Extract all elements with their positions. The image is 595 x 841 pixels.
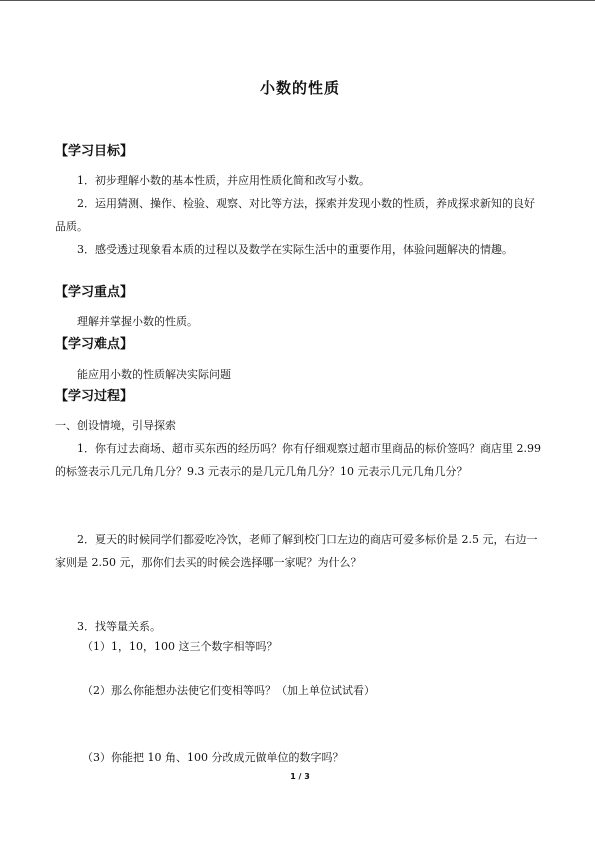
key-points-text: 理解并掌握小数的性质。 [77, 315, 198, 328]
heading-learning-goals: 【学习目标】 [55, 144, 134, 159]
process-part1-title: 一、创设情境，引导探索 [55, 419, 176, 432]
question-3-sub-1: （1）1，10，100 这三个数字相等吗？ [82, 640, 278, 653]
question-2: 2．夏天的时候同学们都爱吃冷饮，老师了解到校门口左边的商店可爱多标价是 2.5 元，右边一家则是 2.50 元，那你们去买的时候会选择哪一家呢？为什么？ [55, 533, 538, 569]
page-number: 1 / 3 [290, 772, 310, 781]
question-3: 3．找等量关系。 [77, 620, 161, 633]
question-3-sub-2: （2）那么你能想办法使它们变相等吗？（加上单位试试看） [82, 684, 375, 697]
difficulties-text: 能应用小数的性质解决实际问题 [77, 368, 231, 381]
question-3-sub-3: （3）你能把 10 角、100 分改成元做单位的数字吗？ [82, 751, 344, 764]
goal-item-2: 2．运用猜测、操作、检验、观察、对比等方法，探索并发现小数的性质，养成探求新知的良好品质。 [55, 197, 535, 233]
heading-difficulties: 【学习难点】 [55, 337, 134, 352]
top-border-rule [0, 0, 595, 1]
goal-item-3: 3．感受透过现象看本质的过程以及数学在实际生活中的重要作用，体验问题解决的情趣。 [77, 243, 513, 256]
heading-key-points: 【学习重点】 [55, 285, 134, 300]
document-title: 小数的性质 [259, 79, 340, 97]
heading-learning-process: 【学习过程】 [55, 389, 134, 404]
goal-item-1: 1．初步理解小数的基本性质，并应用性质化简和改写小数。 [77, 174, 370, 187]
question-1: 1．你有过去商场、超市买东西的经历吗？你有仔细观察过超市里商品的标价签吗？商店里 2.99 的标签表示几元几角几分？9.3 元表示的是几元几角几分？10 元表示几元几角几分？ [55, 442, 541, 478]
